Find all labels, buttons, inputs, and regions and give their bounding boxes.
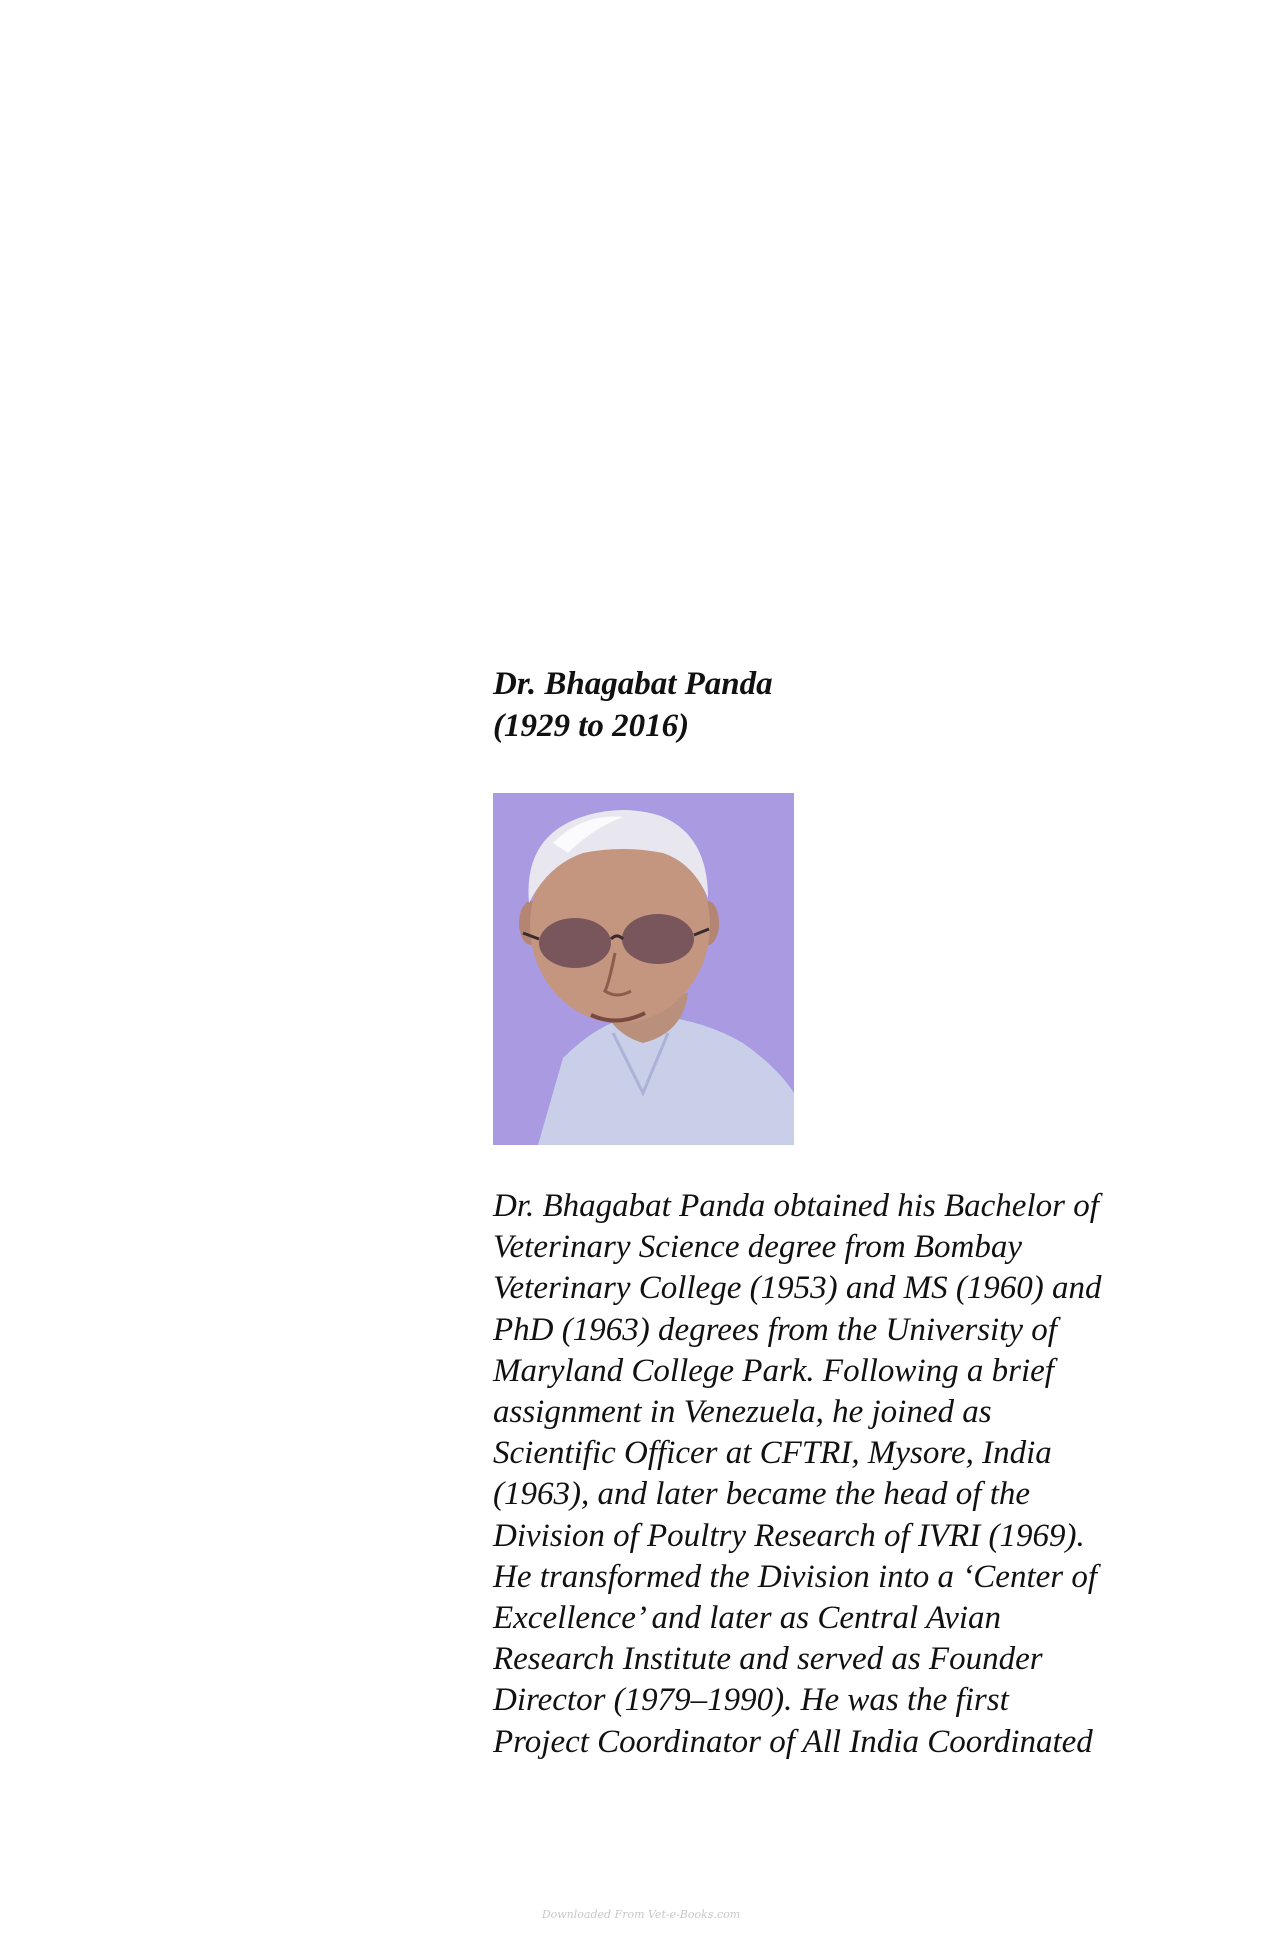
bio-line: Veterinary Science degree from Bombay xyxy=(493,1229,1023,1266)
bio-line: Research Institute and served as Founder xyxy=(493,1641,1043,1678)
biography-text xyxy=(493,1186,1173,1763)
bio-line: Project Coordinator of All India Coordinated xyxy=(493,1723,1093,1760)
life-years: (1929 to 2016) xyxy=(493,708,690,744)
bio-line: assignment in Venezuela, he joined as xyxy=(493,1394,992,1431)
person-name: Dr. Bhagabat Panda xyxy=(493,666,773,702)
bio-line: He transformed the Division into a ‘Center of xyxy=(493,1558,1098,1595)
bio-line: PhD (1963) degrees from the University of xyxy=(493,1311,1057,1348)
watermark: Downloaded From Vet-e-Books.com xyxy=(541,1908,741,1921)
bio-line: Division of Poultry Research of IVRI (1969). xyxy=(493,1517,1085,1554)
bio-line: Scientific Officer at CFTRI, Mysore, India xyxy=(493,1435,1052,1472)
bio-line: Director (1979–1990). He was the first xyxy=(493,1682,1009,1719)
bio-line: Veterinary College (1953) and MS (1960) and xyxy=(493,1270,1102,1307)
bio-line: Dr. Bhagabat Panda obtained his Bachelor of xyxy=(493,1188,1099,1224)
bio-line: (1963), and later became the head of the xyxy=(493,1476,1031,1513)
bio-line: Excellence’ and later as Central Avian xyxy=(493,1600,1002,1637)
portrait-photo xyxy=(493,793,794,1145)
bio-line: Maryland College Park. Following a brief xyxy=(493,1352,1054,1389)
